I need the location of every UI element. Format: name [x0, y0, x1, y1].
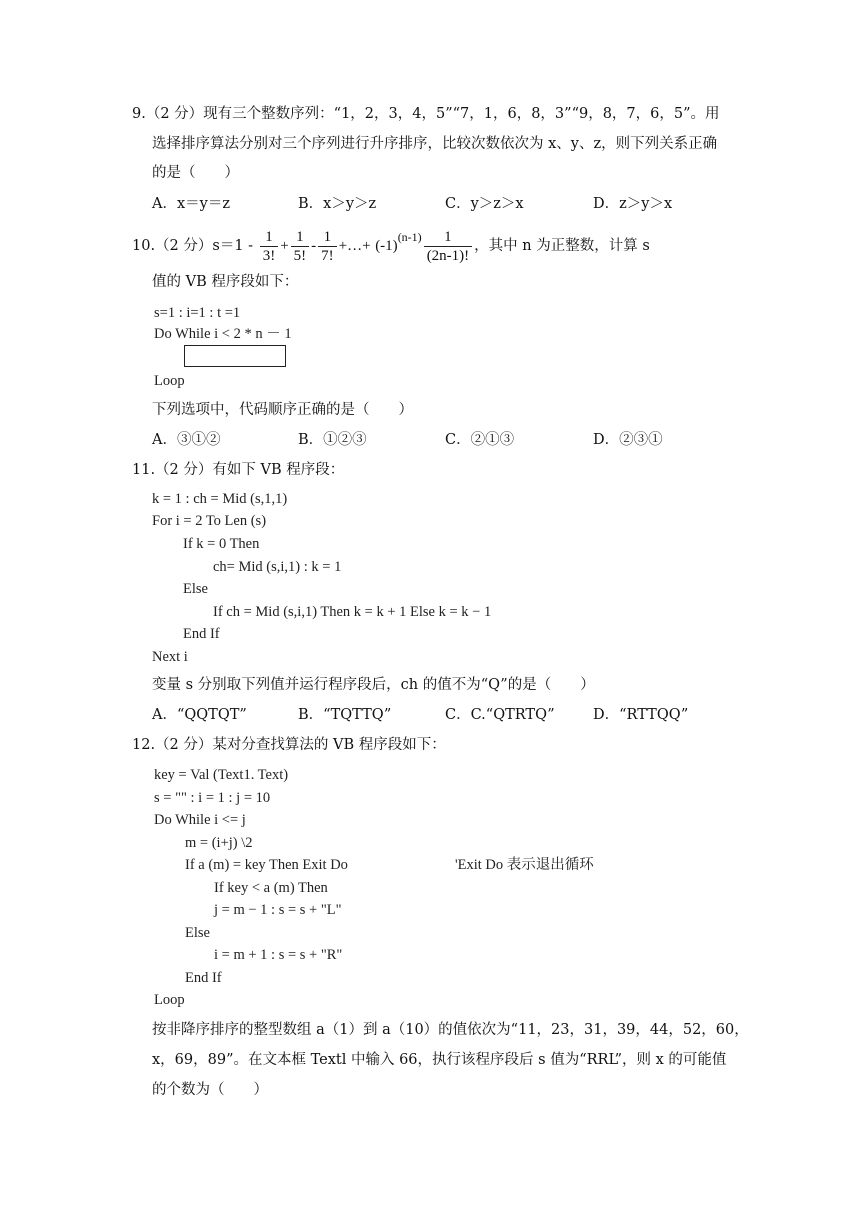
q10-option-b: B．①②③ [298, 432, 367, 448]
q10-code-line-2: Do While i < 2 * n － 1 [154, 326, 292, 342]
q12-text-3: 的个数为（ ） [152, 1082, 268, 1098]
q12-code-line-8: Else [185, 925, 210, 941]
q10-line-2: 值的 VB 程序段如下： [152, 274, 299, 290]
q10-option-c: C．②①③ [445, 432, 515, 448]
q10-code-line-3: Loop [154, 373, 185, 389]
q11-question: 变量 s 分别取下列值并运行程序段后，ch 的值不为“Q”的是（ ） [152, 677, 595, 693]
q11-option-a: A．“QQTQT” [152, 707, 247, 723]
q10-question: 下列选项中，代码顺序正确的是（ ） [152, 402, 413, 418]
q11-code-line-1: k = 1 : ch = Mid (s,1,1) [152, 491, 288, 507]
minus-sign: - [311, 238, 317, 254]
q12-code-line-7: j = m − 1 : s = s + "L" [214, 902, 342, 918]
q10-option-d: D．②③① [593, 432, 663, 448]
q11-option-d: D．“RTTQQ” [593, 707, 689, 723]
q12-code-line-4: m = (i+j) \2 [185, 835, 253, 851]
q9-option-a: A．x＝y＝z [152, 196, 230, 212]
q12-code-line-2: s = "" : i = 1 : j = 10 [154, 790, 271, 806]
q11-option-b: B．“TQTTQ” [298, 707, 392, 723]
q12-text-2: x，69，89”。在文本框 Textl 中输入 66，执行该程序段后 s 值为“RRL”，则 x 的可能值 [152, 1052, 727, 1068]
q12-code-line-5: If a (m) = key Then Exit Do [185, 857, 348, 873]
code-blank-box [184, 345, 286, 367]
q9-option-d: D．z＞y＞x [593, 196, 673, 212]
q11-code-line-5: Else [183, 581, 208, 597]
q10-code-line-1: s=1 : i=1 : t =1 [154, 305, 241, 321]
q12-code-comment: 'Exit Do 表示退出循环 [455, 857, 594, 873]
q11-code-line-7: End If [183, 626, 220, 642]
q12-code-line-3: Do While i <= j [154, 812, 246, 828]
q10-formula-line [132, 226, 650, 266]
exponent-n-minus-1: (n-1) [397, 230, 422, 244]
q9-line-2: 选择排序算法分别对三个序列进行升序排序，比较次数依次为 x、y、z，则下列关系正确 [152, 136, 718, 152]
q11-code-line-4: ch= Mid (s,i,1) : k = 1 [213, 559, 342, 575]
fraction-1-over-3fact: $\frac{1}{3!}$ [260, 228, 279, 265]
neg-one-term: (-1) [375, 238, 398, 254]
fraction-1-over-5fact: $\frac{1}{5!}$ [291, 228, 310, 265]
q12-text-1: 按非降序排序的整型数组 a（1）到 a（10）的值依次为“11，23，31，39，44，52，60， [152, 1022, 749, 1038]
q11-code-line-6: If ch = Mid (s,i,1) Then k = k + 1 Else k = k − 1 [213, 604, 492, 620]
q12-code-line-11: Loop [154, 992, 185, 1008]
q12-code-line-1: key = Val (Text1. Text) [154, 767, 289, 783]
q10-prefix: 10.（2 分）s＝1 - [132, 238, 254, 254]
q11-code-line-8: Next i [152, 649, 188, 665]
fraction-1-over-7fact: $\frac{1}{7!}$ [318, 228, 337, 265]
q12-code-line-9: i = m + 1 : s = s + "R" [214, 947, 343, 963]
fraction-1-over-2n-1-fact: $\frac{1}{(2n-1)!}$ [424, 228, 472, 265]
plus-sign: + [280, 238, 289, 254]
q11-line-1: 11.（2 分）有如下 VB 程序段： [132, 462, 345, 478]
q12-code-line-10: End If [185, 970, 222, 986]
q11-code-line-2: For i = 2 To Len (s) [152, 513, 267, 529]
q9-option-b: B．x＞y＞z [298, 196, 377, 212]
q10-option-a: A．③①② [152, 432, 221, 448]
q10-suffix: ，其中 n 为正整数，计算 s [474, 238, 650, 254]
q9-option-c: C．y＞z＞x [445, 196, 524, 212]
ellipsis-term: +…+ [338, 238, 371, 254]
q11-option-c: C．C.“QTRTQ” [445, 707, 555, 723]
q11-code-line-3: If k = 0 Then [183, 536, 260, 552]
q12-code-line-6: If key < a (m) Then [214, 880, 328, 896]
q12-line-1: 12.（2 分）某对分查找算法的 VB 程序段如下： [132, 737, 446, 753]
q9-line-3: 的是（ ） [152, 165, 239, 181]
q9-line-1: 9.（2 分）现有三个整数序列：“1，2，3，4，5”“7，1，6，8，3”“9，8，7，6，5”。用 [132, 106, 720, 122]
